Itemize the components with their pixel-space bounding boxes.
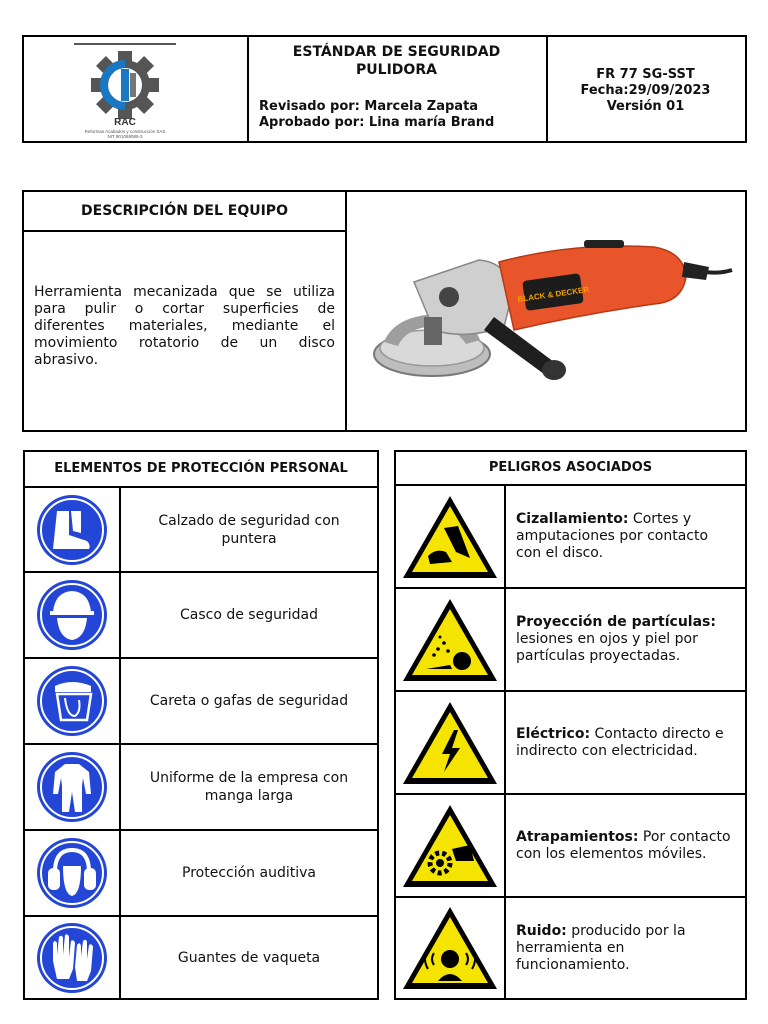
face-shield-icon — [35, 664, 109, 738]
ppe-heading: ELEMENTOS DE PROTECCIÓN PERSONAL — [25, 452, 377, 488]
ppe-label: Protección auditiva — [182, 865, 316, 881]
hazard-text — [506, 486, 745, 587]
hazard-row — [396, 692, 745, 795]
logo-cell — [24, 37, 249, 141]
hazards-table — [394, 450, 747, 1000]
ppe-row — [25, 573, 377, 659]
company-logo — [24, 37, 247, 141]
document-date: Fecha:29/09/2023 — [580, 83, 711, 98]
ppe-label: Guantes de vaqueta — [177, 949, 321, 966]
document-version: Versión 01 — [606, 99, 685, 114]
description-text: Herramienta mecanizada que se utiliza para pulir o cortar superficies de diferentes materiales, mediante el movimiento rotatorio de un disco abrasivo. — [34, 284, 335, 368]
gloves-icon — [35, 921, 109, 995]
particle-hazard-icon — [400, 595, 500, 685]
hazard-title: Ruido: — [516, 922, 567, 939]
title-line-2: PULIDORA — [356, 62, 437, 78]
document-header — [22, 35, 747, 143]
description-heading: DESCRIPCIÓN DEL EQUIPO — [24, 192, 345, 232]
equipment-description — [22, 190, 747, 432]
hazard-desc: lesiones en ojos y piel por partículas proyectadas. — [516, 631, 698, 664]
hazard-title: Eléctrico: — [516, 725, 591, 742]
ppe-row — [25, 831, 377, 917]
ear-protection-icon — [35, 836, 109, 910]
hazard-text — [506, 692, 745, 793]
hazard-text — [506, 795, 745, 896]
hazard-title: Atrapamientos: — [516, 828, 639, 845]
description-left — [24, 192, 347, 430]
hazards-heading: PELIGROS ASOCIADOS — [396, 452, 745, 486]
shear-hazard-icon — [400, 492, 500, 582]
entrapment-hazard-icon — [400, 801, 500, 891]
ppe-table — [23, 450, 379, 1000]
document-title — [247, 43, 546, 79]
ppe-label: Casco de seguridad — [180, 607, 318, 623]
angle-grinder-image — [354, 222, 734, 402]
electric-hazard-icon — [400, 698, 500, 788]
logo-nit: NIT 901069085-3 — [107, 134, 143, 139]
coverall-icon — [35, 750, 109, 824]
hazard-text — [506, 589, 745, 690]
ppe-row — [25, 745, 377, 831]
reviewed-by: Revisado por: Marcela Zapata — [259, 99, 479, 114]
ppe-row — [25, 917, 377, 998]
ppe-label: Uniforme de la empresa con manga larga — [149, 770, 349, 804]
ppe-label: Careta o gafas de seguridad — [149, 693, 349, 709]
ppe-row — [25, 659, 377, 745]
code-cell — [546, 37, 745, 141]
hazard-title: Cizallamiento: — [516, 511, 629, 527]
hazard-desc: Contacto directo e indirecto con electricidad. — [516, 725, 724, 759]
hazard-text — [506, 898, 745, 998]
brand-label: BLACK & DECKER — [517, 285, 590, 304]
hazard-desc: Cortes y amputaciones por contacto con el disco. — [516, 511, 709, 561]
ppe-row — [25, 488, 377, 573]
hazard-row — [396, 898, 745, 998]
title-line-1: ESTÁNDAR DE SEGURIDAD — [292, 44, 501, 60]
hazard-desc: Por contacto con los elementos móviles. — [516, 828, 731, 862]
helmet-icon — [35, 578, 109, 652]
title-cell — [247, 37, 548, 141]
hazard-desc: producido por la herramienta en funcionamiento. — [516, 922, 686, 973]
ppe-label: Calzado de seguridad con puntera — [158, 512, 340, 547]
hazard-title: Proyección de partículas: — [516, 614, 716, 630]
hazard-row — [396, 795, 745, 898]
logo-text: RAC — [114, 117, 136, 128]
hazard-row — [396, 589, 745, 692]
logo-subtext: Reformas Acabados y construcción SAS — [84, 129, 166, 134]
document-code: FR 77 SG-SST — [596, 67, 695, 82]
approved-by: Aprobado por: Lina maría Brand — [259, 115, 495, 130]
hazard-row — [396, 486, 745, 589]
noise-hazard-icon — [400, 903, 500, 993]
safety-boot-icon — [35, 493, 109, 567]
review-block — [259, 99, 494, 131]
